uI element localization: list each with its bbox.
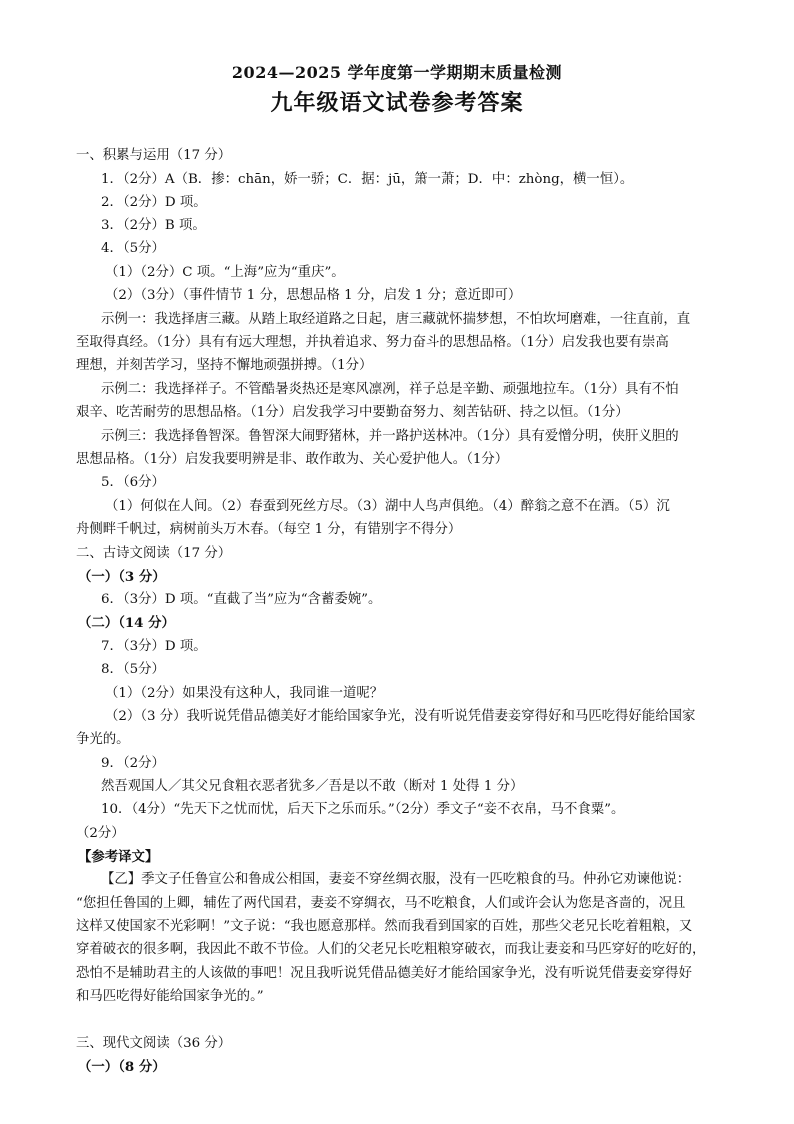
answer-line: 3．（2分）B 项。 — [101, 218, 206, 233]
answer-line: 5．（6分） — [101, 475, 165, 490]
section-heading-2: 二、古诗文阅读（17 分） — [76, 546, 232, 561]
answer-line: 4．（5分） — [101, 241, 165, 256]
answer-line: 1．（2分）A（B．掺：chān，娇一骄；C．据：jū，箫一萧；D．中：zhòng，横一恒）。 — [101, 172, 634, 187]
answer-line: 争光的。 — [76, 732, 130, 747]
answer-line: 8．（5分） — [101, 662, 165, 677]
subsection-heading: （一）（8 分） — [78, 1059, 166, 1075]
answer-line: （2）（3 分）我听说凭借品德美好才能给国家争光，没有听说凭借妻妾穿得好和马匹吃得好能给国家 — [105, 709, 696, 724]
answer-line: （2）（3分）（事件情节 1 分，思想品格 1 分，启发 1 分；意近即可） — [105, 288, 522, 303]
answer-line: 思想品格。（1分）启发我要明辨是非、敢作敢为、关心爱护他人。（1分） — [76, 452, 509, 467]
translation-line: 【乙】季文子任鲁宣公和鲁成公相国，妻妾不穿丝绸衣服，没有一匹吃粮食的马。仲孙它劝谏他说： — [101, 872, 691, 887]
answer-line: 示例一：我选择唐三藏。从踏上取经道路之日起，唐三藏就怀揣梦想，不怕坎坷磨难，一往直前，直 — [101, 312, 691, 327]
document-subtitle: 九年级语文试卷参考答案 — [270, 90, 524, 116]
answer-line: 7．（3分）D 项。 — [101, 639, 207, 654]
answer-line: 6．（3分）D 项。“直截了当”应为“含蓄委婉”。 — [101, 592, 382, 607]
reference-translation-heading: 【参考译文】 — [78, 849, 159, 865]
section-heading-3: 三、现代文阅读（36 分） — [76, 1036, 232, 1051]
answer-line: 9．（2分） — [101, 756, 165, 771]
answer-line: 2．（2分）D 项。 — [101, 195, 207, 210]
translation-line: 穿着破衣的很多啊，我因此不敢不节俭。人们的父老兄长吃粗粮穿破衣，而我让妻妾和马匹穿好的吃好的， — [76, 942, 706, 957]
answer-line: 理想，并刻苦学习，坚持不懈地顽强拼搏。（1分） — [76, 358, 373, 373]
answer-line: 示例二：我选择祥子。不管酷暑炎热还是寒风凛冽，祥子总是辛勤、顽强地拉车。（1分）具有不怕 — [101, 382, 679, 397]
answer-line: 示例三：我选择鲁智深。鲁智深大闹野猪林，并一路护送林冲。（1分）具有爱憎分明，侠肝义胆的 — [101, 429, 679, 444]
document-title: 2024—2025 学年度第一学期期末质量检测 — [231, 63, 563, 82]
answer-line: （1）（2分）C 项。“上海”应为“重庆”。 — [105, 265, 345, 280]
answer-line: 10．（4分）“先天下之忧而忧，后天下之乐而乐。”（2分）季文子“妾不衣帛，马不食粟”。 — [101, 802, 625, 817]
answer-line: 艰辛、吃苦耐劳的思想品格。（1分）启发我学习中要勤奋努力、刻苦钻研、持之以恒。（1分） — [76, 405, 629, 420]
section-heading-1: 一、积累与运用（17 分） — [76, 148, 232, 163]
subsection-heading: （二）（14 分） — [78, 615, 175, 631]
answer-line: （1）（2分）如果没有这种人，我同谁一道呢？ — [105, 686, 384, 701]
answer-line: 然吾观国人／其父兄食粗衣恶者犹多／吾是以不敢（断对 1 处得 1 分） — [101, 779, 524, 794]
translation-line: “您担任鲁国的上卿，辅佐了两代国君，妻妾不穿绸衣，马不吃粮食，人们或许会认为您是吝啬的，况且 — [76, 896, 686, 911]
translation-line: 这样又使国家不光彩啊！”文子说：“我也愿意那样。然而我看到国家的百姓，那些父老兄长吃着粗粮，又 — [76, 919, 693, 934]
translation-line: 和马匹吃得好能给国家争光的。” — [76, 989, 264, 1004]
answer-line: 至取得真经。（1分）具有有远大理想，并执着追求、努力奋斗的思想品格。（1分）启发我也要有崇高 — [76, 335, 669, 350]
translation-line: 恐怕不是辅助君主的人该做的事吧！况且我听说凭借品德美好才能给国家争光，没有听说凭借妻妾穿得好 — [76, 966, 692, 981]
answer-line: （1）何似在人间。（2）春蚕到死丝方尽。（3）湖中人鸟声俱绝。（4）醉翁之意不在酒。（5）沉 — [105, 499, 670, 514]
subsection-heading: （一）（3 分） — [78, 569, 166, 585]
answer-line: （2分） — [76, 826, 125, 841]
answer-line: 舟侧畔千帆过，病树前头万木春。（每空 1 分，有错别字不得分） — [76, 522, 462, 537]
